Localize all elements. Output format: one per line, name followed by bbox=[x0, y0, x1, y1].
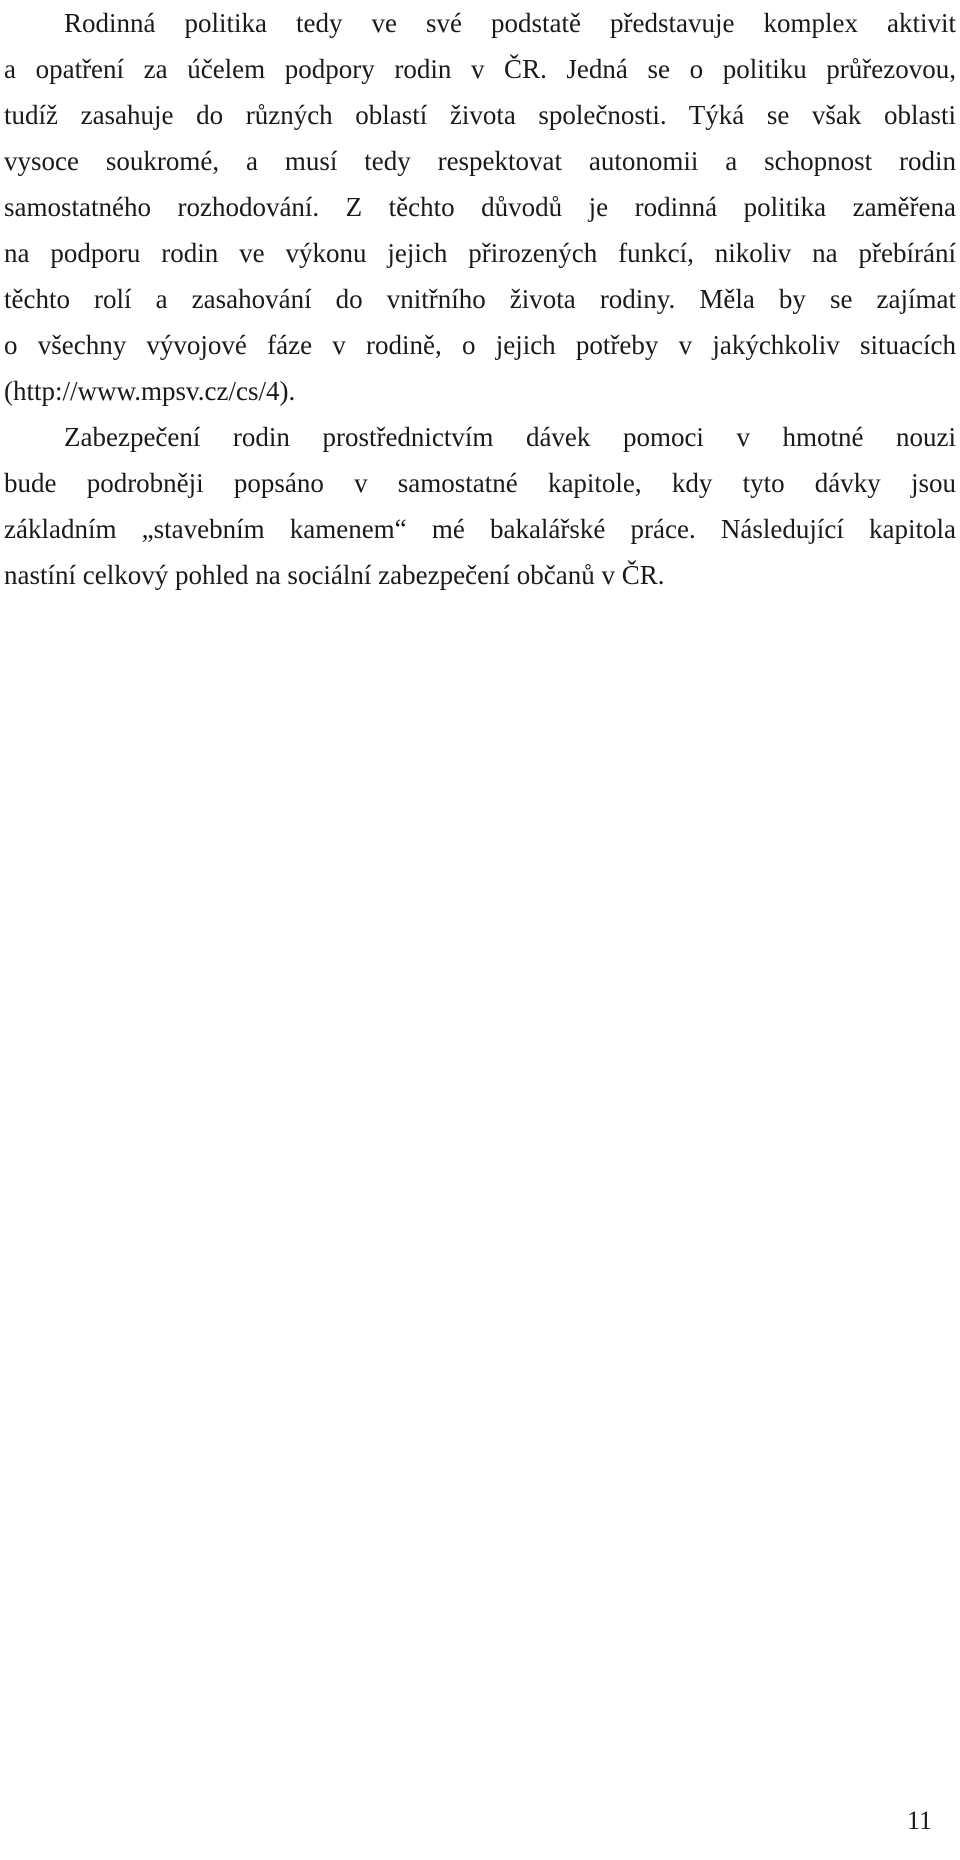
page-number: 11 bbox=[906, 1806, 932, 1835]
paragraph-1-line-6: na podporu rodin ve výkonu jejich přirozených funkcí, nikoliv na přebírání bbox=[4, 238, 956, 268]
paragraph-2-line-3: základním „stavebním kamenem“ mé bakalářské práce. Následující kapitola bbox=[4, 514, 956, 544]
paragraph-2-line-1: Zabezpečení rodin prostřednictvím dávek pomoci v hmotné nouzi bbox=[64, 422, 956, 452]
paragraph-1-line-4: vysoce soukromé, a musí tedy respektovat autonomii a schopnost rodin bbox=[4, 146, 956, 176]
paragraph-1-line-3: tudíž zasahuje do různých oblastí života společnosti. Týká se však oblasti bbox=[4, 100, 956, 130]
paragraph-2-line-2: bude podrobněji popsáno v samostatné kapitole, kdy tyto dávky jsou bbox=[4, 468, 956, 498]
paragraph-1-line-7: těchto rolí a zasahování do vnitřního života rodiny. Měla by se zajímat bbox=[4, 284, 956, 314]
paragraph-1-line-8: o všechny vývojové fáze v rodině, o jejich potřeby v jakýchkoliv situacích bbox=[4, 330, 956, 360]
document-page bbox=[4, 0, 960, 1860]
paragraph-2-line-4: nastíní celkový pohled na sociální zabezpečení občanů v ČR. bbox=[4, 560, 665, 590]
paragraph-1-line-1: Rodinná politika tedy ve své podstatě představuje komplex aktivit bbox=[64, 8, 956, 38]
paragraph-1-line-9: (http://www.mpsv.cz/cs/4). bbox=[4, 376, 296, 406]
paragraph-1-line-2: a opatření za účelem podpory rodin v ČR. Jedná se o politiku průřezovou, bbox=[4, 54, 956, 84]
paragraph-1-line-5: samostatného rozhodování. Z těchto důvodů je rodinná politika zaměřena bbox=[4, 192, 956, 222]
